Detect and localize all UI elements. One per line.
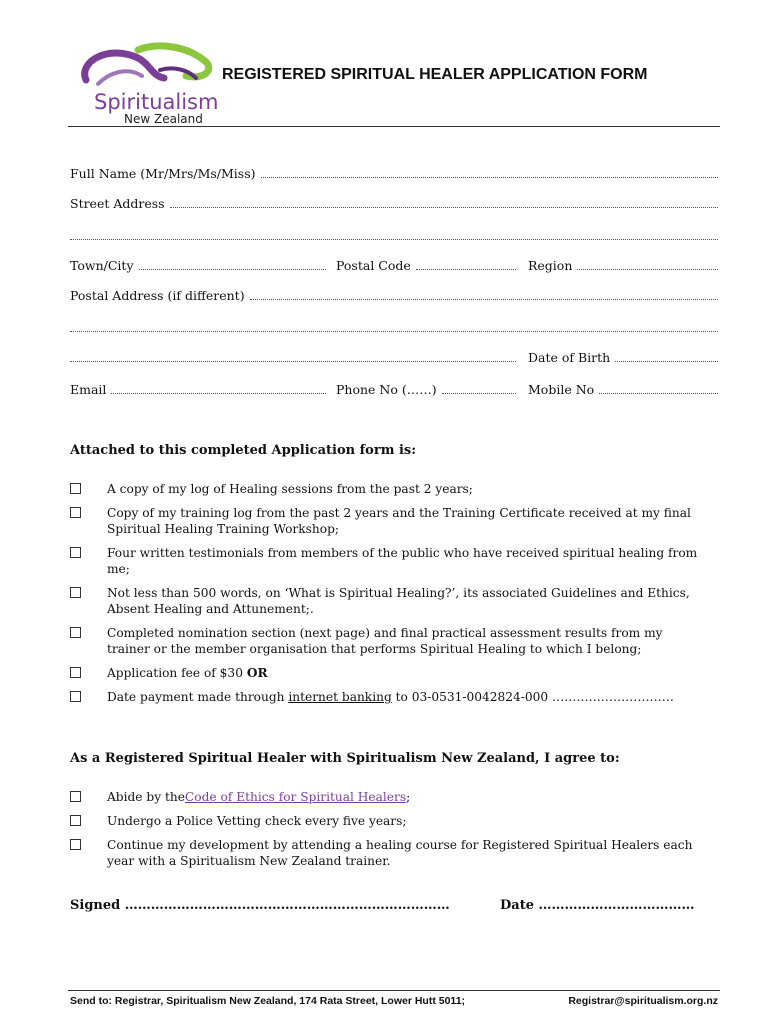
attached-checkbox-5[interactable] xyxy=(70,627,81,638)
fee-or: OR xyxy=(246,666,268,680)
postal-address-line[interactable] xyxy=(250,288,718,300)
attached-item-4: Not less than 500 words, on ‘What is Spiritual Healing?’, its associated Guidelines and Ethics, Absent Healing and Attunement;. xyxy=(107,586,690,616)
footer-email[interactable]: Registrar@spiritualism.org.nz xyxy=(568,995,718,1007)
agree-item-1 xyxy=(107,789,707,805)
code-of-ethics-link[interactable]: Code of Ethics for Spiritual Healers xyxy=(184,790,407,804)
street-address-field[interactable] xyxy=(70,196,718,212)
date-of-birth-label: Date of Birth xyxy=(528,350,611,365)
full-name-line[interactable] xyxy=(261,166,719,178)
attached-item-6 xyxy=(107,665,707,681)
attached-item-1: A copy of my log of Healing sessions from the past 2 years; xyxy=(107,482,473,496)
logo-text-new-zealand: New Zealand xyxy=(124,112,203,126)
date-label: Date xyxy=(500,898,534,913)
postal-address-field[interactable] xyxy=(70,288,718,304)
attached-item-7 xyxy=(107,689,707,705)
agree-checkbox-3[interactable] xyxy=(70,839,81,850)
full-name-field[interactable] xyxy=(70,166,718,182)
full-name-label: Full Name (Mr/Mrs/Ms/Miss) xyxy=(70,166,256,181)
date-line[interactable]: ……………………………… xyxy=(538,898,695,913)
footer-divider xyxy=(68,990,720,991)
payment-post: to 03-0531-0042824-000 ………………………… xyxy=(395,690,674,704)
fee-text: Application fee of $30 xyxy=(107,666,243,680)
town-city-line[interactable] xyxy=(139,258,326,270)
attached-checkbox-1[interactable] xyxy=(70,483,81,494)
email-label: Email xyxy=(70,382,107,397)
date-of-birth-line[interactable] xyxy=(615,350,718,362)
date-of-birth-field[interactable] xyxy=(528,350,718,366)
attached-checkbox-7[interactable] xyxy=(70,691,81,702)
payment-pre: Date payment made through xyxy=(107,690,285,704)
postal-address-line-2[interactable] xyxy=(70,320,718,332)
attached-checkbox-6[interactable] xyxy=(70,667,81,678)
town-city-field[interactable] xyxy=(70,258,326,274)
postal-code-line[interactable] xyxy=(416,258,516,270)
email-line[interactable] xyxy=(111,382,326,394)
agree-checkbox-1[interactable] xyxy=(70,791,81,802)
agree-item-3: Continue my development by attending a healing course for Registered Spiritual Healers each year with a Spiritualism New Zealand trainer. xyxy=(107,838,693,868)
footer-send-to: Send to: Registrar, Spiritualism New Zealand, 174 Rata Street, Lower Hutt 5011; xyxy=(70,995,466,1007)
town-city-label: Town/City xyxy=(70,258,134,273)
street-address-label: Street Address xyxy=(70,196,165,211)
signed-field[interactable] xyxy=(70,898,450,913)
logo xyxy=(68,40,218,128)
logo-text-spiritualism: Spiritualism xyxy=(94,90,219,114)
mobile-no-line[interactable] xyxy=(599,382,718,394)
email-field[interactable] xyxy=(70,382,326,398)
attached-heading: Attached to this completed Application form is: xyxy=(70,443,417,458)
attached-checkbox-4[interactable] xyxy=(70,587,81,598)
date-field[interactable] xyxy=(500,898,695,913)
attached-checkbox-2[interactable] xyxy=(70,507,81,518)
region-line[interactable] xyxy=(577,258,718,270)
attached-checkbox-3[interactable] xyxy=(70,547,81,558)
agree-item-1-post: ; xyxy=(406,790,411,804)
phone-no-field[interactable] xyxy=(336,382,516,398)
header-divider xyxy=(68,126,720,127)
signed-label: Signed xyxy=(70,898,121,913)
street-address-line[interactable] xyxy=(170,196,718,208)
postal-address-label: Postal Address (if different) xyxy=(70,288,245,303)
agree-heading: As a Registered Spiritual Healer with Spiritualism New Zealand, I agree to: xyxy=(70,751,620,766)
mobile-no-field[interactable] xyxy=(528,382,718,398)
attached-item-3: Four written testimonials from members of the public who have received spiritual healing from me; xyxy=(107,546,698,576)
mobile-no-label: Mobile No xyxy=(528,382,595,397)
internet-banking-link[interactable]: internet banking xyxy=(288,690,392,704)
agree-checkbox-2[interactable] xyxy=(70,815,81,826)
page-title: REGISTERED SPIRITUAL HEALER APPLICATION FORM xyxy=(222,66,648,83)
attached-item-5: Completed nomination section (next page) and final practical assessment results from my trainer or the member organisation that performs Spiritual Healing to which I belong; xyxy=(107,626,663,656)
postal-code-label: Postal Code xyxy=(336,258,411,273)
region-label: Region xyxy=(528,258,573,273)
agree-item-1-pre: Abide by the xyxy=(107,790,185,804)
signed-line[interactable]: ………………………………………………………………… xyxy=(124,898,450,913)
attached-item-2: Copy of my training log from the past 2 years and the Training Certificate received at my final Spiritual Healing Training Workshop; xyxy=(107,506,691,536)
postal-code-field[interactable] xyxy=(336,258,516,274)
region-field[interactable] xyxy=(528,258,718,274)
street-address-line-2[interactable] xyxy=(70,228,718,240)
agree-item-2: Undergo a Police Vetting check every five years; xyxy=(107,814,407,828)
phone-no-label: Phone No (……) xyxy=(336,382,437,397)
postal-address-line-3[interactable] xyxy=(70,350,516,362)
phone-no-line[interactable] xyxy=(442,382,516,394)
